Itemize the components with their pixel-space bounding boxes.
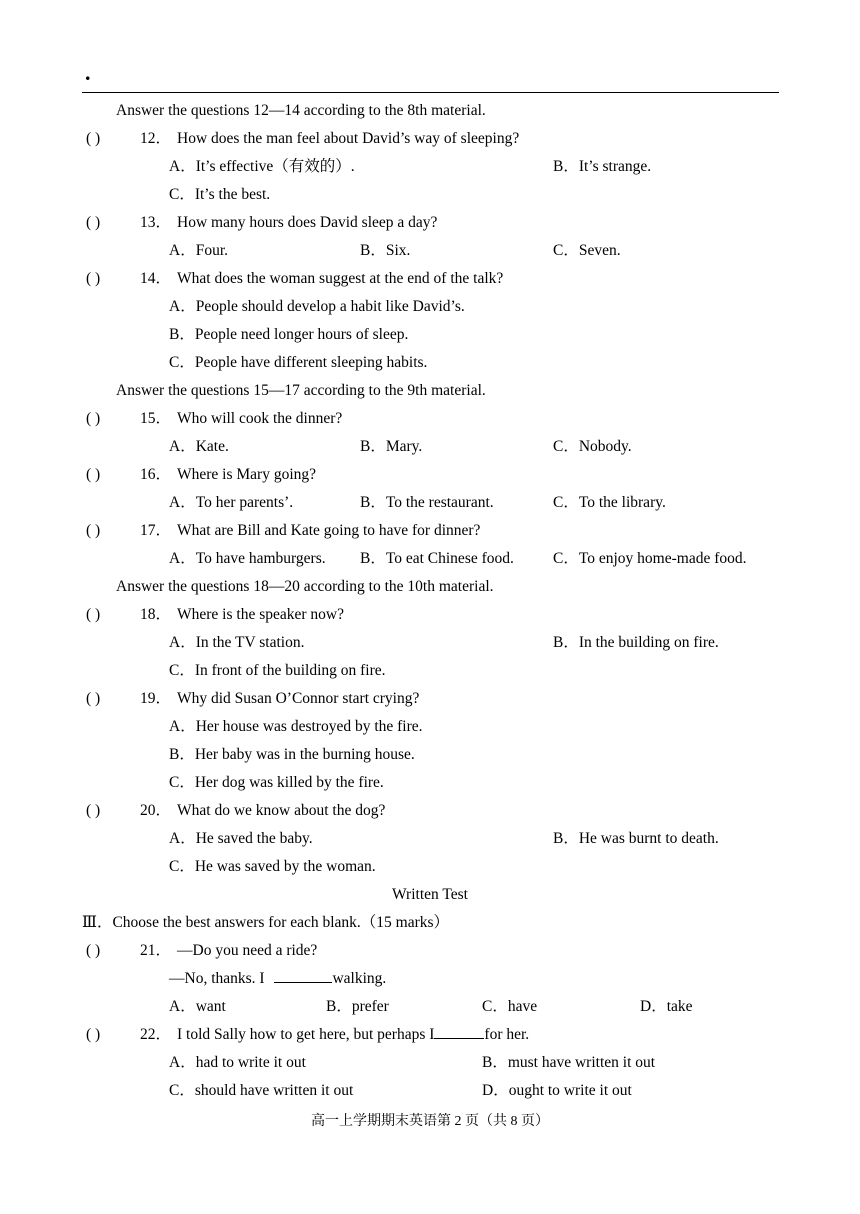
answer-bracket: ( ) (86, 690, 101, 707)
question-number: 15． (140, 410, 172, 427)
option-c: C．To enjoy home-made food. (553, 550, 747, 567)
option-line (0, 545, 860, 573)
option-line (0, 293, 860, 321)
question-number: 18． (140, 606, 172, 623)
question-line (0, 685, 860, 713)
instruction-line (0, 377, 860, 405)
section-heading (0, 909, 860, 937)
answer-bracket: ( ) (86, 130, 101, 147)
option-line (0, 349, 860, 377)
option-line (0, 741, 860, 769)
question-text: Where is the speaker now? (177, 606, 344, 623)
option-line (0, 769, 860, 797)
option-b: B．In the building on fire. (553, 634, 719, 651)
instruction-line (0, 573, 860, 601)
section-title: Ⅲ．Choose the best answers for each blank.（15 marks） (82, 914, 450, 931)
option-left: C．should have written it out (169, 1082, 354, 1099)
option-b: B．Six. (360, 242, 411, 259)
instruction-text: Answer the questions 15—17 according to the 9th material. (116, 382, 486, 399)
option-line (0, 993, 860, 1021)
question-line (0, 461, 860, 489)
option-text: A．Her house was destroyed by the fire. (169, 718, 423, 735)
option-line (0, 1077, 860, 1105)
option-b: B．To the restaurant. (360, 494, 494, 511)
option-line (0, 153, 860, 181)
option-b: B．It’s strange. (553, 158, 652, 175)
option-a: A．In the TV station. (169, 634, 305, 651)
answer-bracket: ( ) (86, 466, 101, 483)
dialogue-after: walking. (332, 970, 387, 987)
option-b: B．prefer (326, 998, 389, 1015)
dialogue-text (169, 965, 386, 993)
question-line (0, 405, 860, 433)
question-line (0, 937, 860, 965)
option-left: A．had to write it out (169, 1054, 306, 1071)
option-text: C．People have different sleeping habits. (169, 354, 428, 371)
question-number: 13． (140, 214, 172, 231)
question-number: 19． (140, 690, 172, 707)
answer-bracket: ( ) (86, 802, 101, 819)
question-line (0, 601, 860, 629)
option-a: A．He saved the baby. (169, 830, 313, 847)
option-c: C．have (482, 998, 538, 1015)
option-b: B．To eat Chinese food. (360, 550, 514, 567)
option-text: C．Her dog was killed by the fire. (169, 774, 384, 791)
question-text (177, 1021, 529, 1049)
option-line (0, 853, 860, 881)
answer-bracket: ( ) (86, 606, 101, 623)
question-line (0, 1021, 860, 1049)
header-mark: . (85, 60, 91, 85)
option-line (0, 629, 860, 657)
option-c: C．Nobody. (553, 438, 632, 455)
section-center-title (0, 881, 860, 909)
question-text: How many hours does David sleep a day? (177, 214, 438, 231)
option-text: C．In front of the building on fire. (169, 662, 386, 679)
option-text: B．Her baby was in the burning house. (169, 746, 415, 763)
option-right: D．ought to write it out (482, 1082, 632, 1099)
option-a: A．Four. (169, 242, 228, 259)
answer-blank (274, 966, 332, 983)
question-text: What do we know about the dog? (177, 802, 386, 819)
answer-bracket: ( ) (86, 522, 101, 539)
page-footer: 高一上学期期末英语第 2 页（共 8 页） (311, 1114, 549, 1129)
question-text: What are Bill and Kate going to have for dinner? (177, 522, 481, 539)
header-rule (82, 92, 779, 93)
instruction-line (0, 97, 860, 125)
option-text: A．People should develop a habit like David’s. (169, 298, 465, 315)
answer-bracket: ( ) (86, 942, 101, 959)
question-number: 14． (140, 270, 172, 287)
dialogue-before: —No, thanks. I (169, 970, 269, 987)
exam-content (0, 97, 860, 1105)
question-number: 17． (140, 522, 172, 539)
center-title: Written Test (392, 886, 468, 903)
option-line (0, 1049, 860, 1077)
question-text: Who will cook the dinner? (177, 410, 343, 427)
option-d: D．take (640, 998, 693, 1015)
question-line (0, 517, 860, 545)
question-text: Where is Mary going? (177, 466, 317, 483)
question-text-after: for her. (484, 1026, 530, 1043)
instruction-text: Answer the questions 12—14 according to the 8th material. (116, 102, 486, 119)
option-a: A．It’s effective（有效的）. (169, 158, 355, 175)
question-line (0, 265, 860, 293)
question-line (0, 797, 860, 825)
option-b: B．He was burnt to death. (553, 830, 719, 847)
question-number: 16． (140, 466, 172, 483)
question-text-before: I told Sally how to get here, but perhaps I (177, 1026, 435, 1043)
question-number: 20． (140, 802, 172, 819)
option-text: C．He was saved by the woman. (169, 858, 376, 875)
option-a: A．want (169, 998, 226, 1015)
question-line (0, 209, 860, 237)
option-line (0, 321, 860, 349)
option-a: A．Kate. (169, 438, 229, 455)
answer-bracket: ( ) (86, 1026, 101, 1043)
option-text: B．People need longer hours of sleep. (169, 326, 409, 343)
option-line (0, 181, 860, 209)
option-text: C．It’s the best. (169, 186, 271, 203)
option-line (0, 825, 860, 853)
question-text: —Do you need a ride? (177, 942, 318, 959)
option-line (0, 433, 860, 461)
instruction-text: Answer the questions 18—20 according to the 10th material. (116, 578, 494, 595)
answer-bracket: ( ) (86, 410, 101, 427)
question-text: What does the woman suggest at the end of the talk? (177, 270, 504, 287)
answer-blank (434, 1022, 484, 1039)
answer-bracket: ( ) (86, 270, 101, 287)
question-number: 21． (140, 942, 172, 959)
question-number: 22． (140, 1026, 172, 1043)
option-line (0, 489, 860, 517)
option-c: C．Seven. (553, 242, 621, 259)
answer-bracket: ( ) (86, 214, 101, 231)
question-number: 12． (140, 130, 172, 147)
dialogue-line (0, 965, 860, 993)
option-b: B．Mary. (360, 438, 423, 455)
option-line (0, 657, 860, 685)
option-a: A．To her parents’. (169, 494, 294, 511)
option-a: A．To have hamburgers. (169, 550, 326, 567)
option-right: B．must have written it out (482, 1054, 656, 1071)
question-text: How does the man feel about David’s way of sleeping? (177, 130, 520, 147)
option-line (0, 237, 860, 265)
question-line (0, 125, 860, 153)
question-text: Why did Susan O’Connor start crying? (177, 690, 420, 707)
option-c: C．To the library. (553, 494, 666, 511)
option-line (0, 713, 860, 741)
